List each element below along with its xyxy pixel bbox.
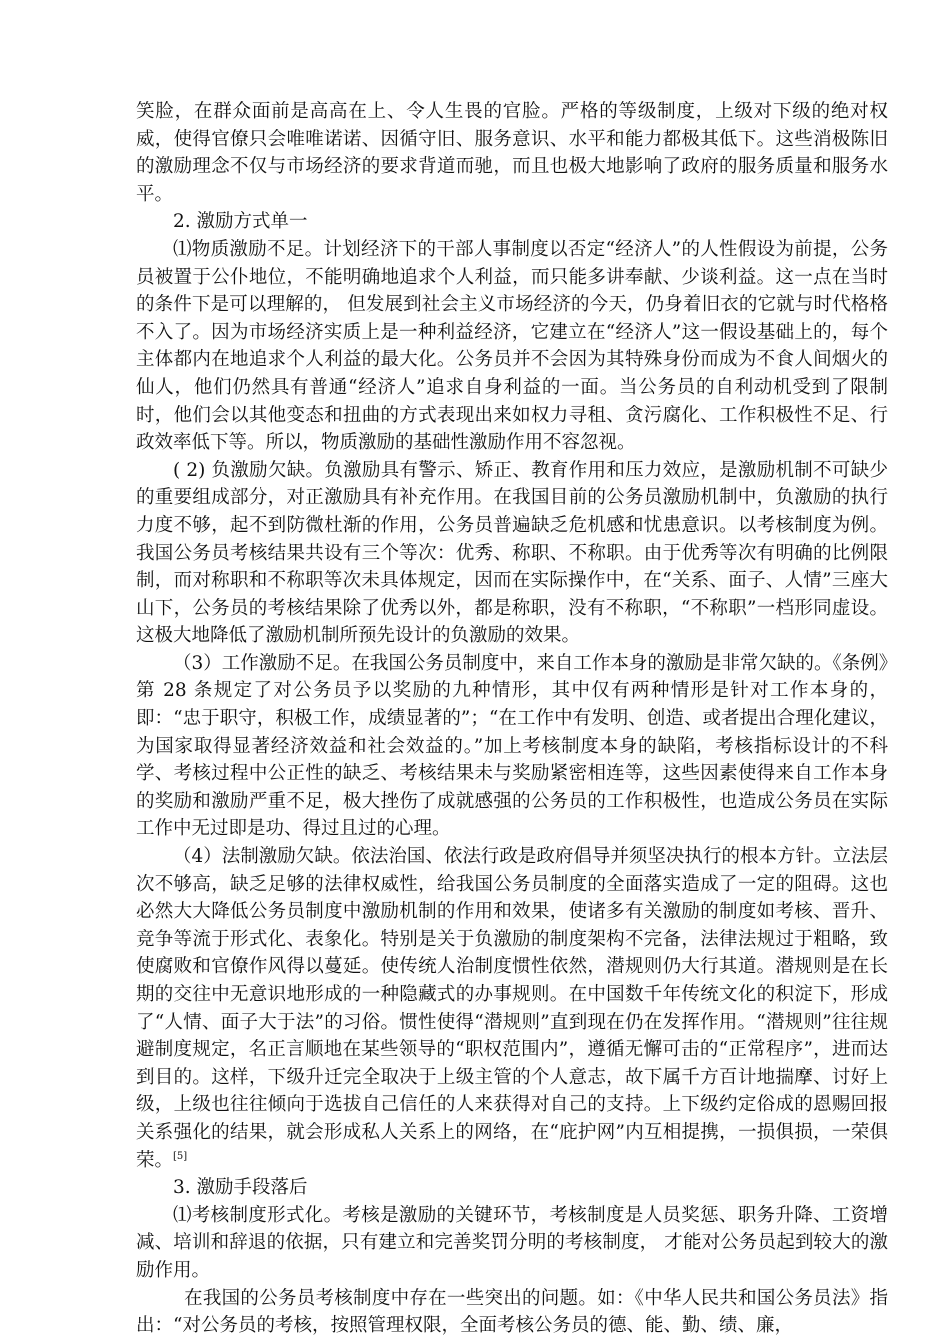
paragraph-material-incentive: ⑴物质激励不足。计划经济下的干部人事制度以否定“经济人”的人性假设为前提，公务员被置于公仆地位，不能明确地追求个人利益，而只能多讲奉献、少谈利益。这一点在当时的条件下是可以理解的， 但发展到社会主义市场经济的今天，仍身着旧衣的它就与时代格格不入了。因为市场经济实质上是一种利益经济，它建立在“经济人”这一假设基础上的，每个主体都内在地追求个人利益的最大化。公务员并不会因为其特殊身份而成为不食人间烟火的仙人，他们仍然具有普通“经济人”追求自身利益的一面。当公务员的自利动机受到了限制时，他们会以其他变态和扭曲的方式表现出来如权力寻租、贪污腐化、工作积极性不足、行政效率低下等。所以，物质激励的基础性激励作用不容忽视。 (136, 238, 888, 454)
paragraph-work-incentive: （3）工作激励不足。在我国公务员制度中，来自工作本身的激励是非常欠缺的。《条例》第 28 条规定了对公务员予以奖励的九种情形，其中仅有两种情形是针对工作本身的，即：“忠于职守，积极工作，成绩显著的”；“在工作中有发明、创造、或者提出合理化建议，为国家取得显著经济效益和社会效益的。”加上考核制度本身的缺陷，考核指标设计的不科学、考核过程中公正性的缺乏、考核结果未与奖励紧密相连等，这些因素使得来自工作本身的奖励和激励严重不足，极大挫伤了成就感强的公务员的工作积极性，也造成公务员在实际工作中无过即是功、得过且过的心理。 (136, 652, 888, 840)
paragraph-continuation: 笑脸，在群众面前是高高在上、令人生畏的官脸。严格的等级制度，上级对下级的绝对权威，使得官僚只会唯唯诺诺、因循守旧、服务意识、水平和能力都极其低下。这些消极陈旧的激励理念不仅与市场经济的要求背道而驰，而且也极大地影响了政府的服务质量和服务水平。 (136, 101, 888, 205)
paragraph-assessment-formality: ⑴考核制度形式化。考核是激励的关键环节，考核制度是人员奖惩、职务升降、工资增减、培训和辞退的依据，只有建立和完善奖罚分明的考核制度， 才能对公务员起到较大的激励作用。 (136, 1204, 888, 1281)
citation-marker: [5] (173, 1150, 188, 1162)
section-heading-3: 3. 激励手段落后 (173, 1177, 308, 1199)
paragraph-legal-incentive-text: （4）法制激励欠缺。依法治国、依法行政是政府倡导并须坚决执行的根本方针。立法层次不够高，缺乏足够的法律权威性，给我国公务员制度的全面落实造成了一定的阻碍。这也必然大大降低公务员制度中激励机制的作用和效果，使诸多有关激励的制度如考核、晋升、竞争等流于形式化、表象化。特别是关于负激励的制度架构不完备，法律法规过于粗略，致使腐败和官僚作风得以蔓延。使传统人治制度惯性依然，潜规则仍大行其道。潜规则是在长期的交往中无意识地形成的一种隐藏式的办事规则。在中国数千年传统文化的积淀下，形成了“人情、面子大于法”的习俗。惯性使得“潜规则”直到现在仍在发挥作用。“潜规则”往往规避制度规定，名正言顺地在某些领导的“职权范围内”，遵循无懈可击的“正常程序”，进而达到目的。这样，下级升迁完全取决于上级主管的个人意志，故下属千方百计地揣摩、讨好上级，上级也往往倾向于选拔自己信任的人来获得对自己的支持。上下级约定俗成的恩赐回报关系强化的结果，就会形成私人关系上的网络，在“庇护网”内互相提携，一损俱损，一荣俱荣。 (136, 846, 888, 1171)
section-heading-2: 2. 激励方式单一 (173, 211, 308, 233)
paragraph-assessment-problems: 在我国的公务员考核制度中存在一些突出的问题。如：《中华人民共和国公务员法》指出：“对公务员的考核，按照管理权限，全面考核公务员的德、能、勤、绩、廉， (136, 1287, 888, 1337)
paragraph-legal-incentive (136, 843, 888, 1174)
document-page (136, 98, 888, 1340)
paragraph-negative-incentive: ( 2) 负激励欠缺。负激励具有警示、矫正、教育作用和压力效应，是激励机制不可缺少的重要组成部分，对正激励具有补充作用。在我国目前的公务员激励机制中，负激励的执行力度不够，起不到防微杜渐的作用，公务员普遍缺乏危机感和忧患意识。以考核制度为例。我国公务员考核结果共设有三个等次：优秀、称职、不称职。由于优秀等次有明确的比例限制，而对称职和不称职等次未具体规定，因而在实际操作中，在“关系、面子、人情”三座大山下，公务员的考核结果除了优秀以外，都是称职，没有不称职，“不称职”一档形同虚设。这极大地降低了激励机制所预先设计的负激励的效果。 (136, 459, 888, 647)
